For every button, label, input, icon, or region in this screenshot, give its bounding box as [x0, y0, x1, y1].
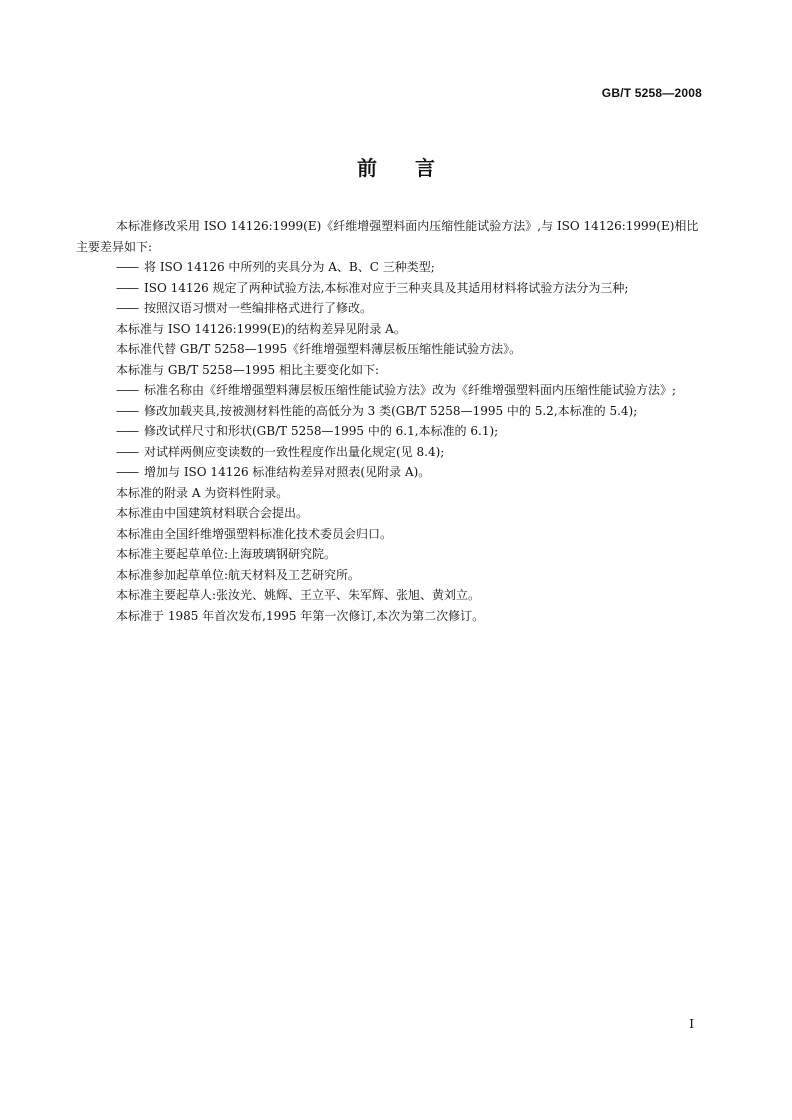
page-title: 前言	[357, 156, 473, 180]
list-item	[76, 401, 706, 422]
list-item-text: 对试样两侧应变读数的一致性程度作出量化规定(见 8.4);	[144, 444, 445, 459]
dash-marker: ——	[116, 301, 138, 315]
list-item	[76, 278, 706, 299]
dash-marker: ——	[116, 383, 138, 397]
paragraph: 本标准的附录 A 为资料性附录。	[116, 485, 289, 500]
dash-marker: ——	[116, 424, 138, 438]
list-item-text: ISO 14126 规定了两种试验方法,本标准对应于三种夹具及其适用材料将试验方法分为三种;	[144, 280, 629, 295]
list-item	[76, 380, 706, 401]
dash-marker: ——	[116, 280, 138, 295]
paragraph: 本标准参加起草单位:航天材料及工艺研究所。	[116, 567, 361, 582]
paragraph: 本标准主要起草人:张汝光、姚辉、王立平、朱军辉、张旭、黄刘立。	[116, 588, 481, 602]
list-item	[76, 298, 706, 319]
paragraph: 本标准与 GB/T 5258—1995 相比主要变化如下:	[116, 362, 380, 377]
paragraph: 本标准由全国纤维增强塑料标准化技术委员会归口。	[116, 526, 393, 541]
list-item	[76, 257, 706, 278]
list-item	[76, 421, 706, 442]
page-number: I	[689, 1017, 694, 1031]
paragraph: 本标准于 1985 年首次发布,1995 年第一次修订,本次为第二次修订。	[116, 608, 485, 623]
list-item-text: 将 ISO 14126 中所列的夹具分为 A、B、C 三种类型;	[144, 260, 435, 274]
paragraph: 本标准由中国建筑材料联合会提出。	[116, 506, 309, 520]
document-body	[76, 216, 706, 626]
paragraph: 本标准修改采用 ISO 14126:1999(E)《纤维增强塑料面内压缩性能试验方法》,与 ISO 14126:1999(E)相比主要差异如下:	[76, 219, 699, 254]
paragraph: 本标准主要起草单位:上海玻璃钢研究院。	[116, 547, 337, 561]
dash-marker: ——	[116, 260, 138, 274]
paragraph: 本标准与 ISO 14126:1999(E)的结构差异见附录 A。	[116, 321, 406, 336]
list-item-text: 按照汉语习惯对一些编排格式进行了修改。	[144, 301, 373, 315]
dash-marker: ——	[116, 444, 138, 459]
dash-marker: ——	[116, 403, 138, 418]
paragraph: 本标准代替 GB/T 5258—1995《纤维增强塑料薄层板压缩性能试验方法》。	[116, 342, 522, 356]
list-item	[76, 442, 706, 463]
list-item-text: 修改试样尺寸和形状(GB/T 5258—1995 中的 6.1,本标准的 6.1);	[144, 424, 499, 438]
standard-code: GB/T 5258—2008	[601, 86, 702, 100]
list-item-text: 增加与 ISO 14126 标准结构差异对照表(见附录 A)。	[144, 465, 431, 479]
list-item-text: 修改加载夹具,按被测材料性能的高低分为 3 类(GB/T 5258—1995 中的 5.2,本标准的 5.4);	[144, 403, 638, 418]
list-item	[76, 462, 706, 483]
dash-marker: ——	[116, 465, 138, 479]
list-item-text: 标准名称由《纤维增强塑料薄层板压缩性能试验方法》改为《纤维增强塑料面内压缩性能试验方法》;	[144, 383, 677, 397]
